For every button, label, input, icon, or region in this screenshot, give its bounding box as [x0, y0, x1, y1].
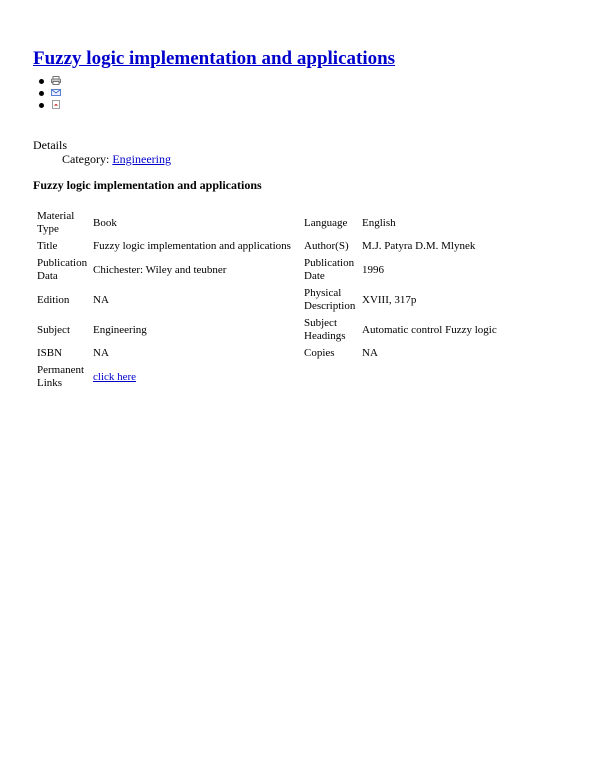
field-value: M.J. Patyra D.M. Mlynek — [362, 240, 476, 252]
pdf-item — [51, 99, 573, 111]
metadata-row — [37, 315, 522, 345]
item-subtitle: Fuzzy logic implementation and applications — [33, 178, 262, 192]
field-label: Subject Headings — [304, 317, 346, 342]
field-value: Engineering — [93, 323, 147, 336]
category-line — [62, 152, 573, 166]
details-label: Details — [33, 138, 67, 152]
field-value: Chichester: Wiley and teubner — [93, 263, 227, 276]
field-value: English — [362, 216, 396, 229]
metadata-row — [37, 255, 522, 285]
metadata-table — [37, 208, 522, 392]
category-link[interactable]: Engineering — [112, 152, 171, 166]
category-label: Category: — [62, 152, 113, 166]
field-value: XVIII, 317p — [362, 293, 417, 306]
field-label: Language — [304, 216, 348, 229]
metadata-row — [37, 238, 522, 255]
field-label: Physical Description — [304, 287, 356, 312]
article — [33, 48, 573, 111]
metadata-row — [37, 285, 522, 315]
print-item — [51, 75, 573, 87]
email-item — [51, 87, 573, 99]
field-label: Material Type — [37, 210, 75, 235]
permanent-links-label: Permanent Links — [37, 364, 85, 389]
field-label: Copies — [304, 347, 335, 359]
field-value: Fuzzy logic implementation and applications — [93, 240, 291, 252]
field-label: Edition — [37, 293, 70, 306]
action-icons — [33, 75, 573, 111]
field-value: 1996 — [362, 263, 384, 276]
print-icon[interactable] — [51, 76, 61, 85]
permanent-link[interactable]: click here — [93, 370, 137, 383]
field-label: ISBN — [37, 347, 63, 359]
field-label: Publication Data — [37, 257, 88, 282]
metadata-row — [37, 345, 522, 362]
email-icon[interactable] — [51, 88, 61, 97]
permanent-links-row — [37, 362, 522, 392]
field-label: Title — [37, 240, 58, 252]
pdf-icon[interactable] — [51, 100, 61, 109]
field-value: NA — [93, 293, 109, 306]
field-label: Subject — [37, 323, 70, 336]
field-value: NA — [362, 347, 378, 359]
field-value: Automatic control Fuzzy logic — [362, 323, 497, 336]
field-label: Author(S) — [304, 240, 349, 252]
page-title — [33, 48, 573, 70]
field-label: Publication Date — [304, 257, 355, 282]
title-link[interactable]: Fuzzy logic implementation and applications — [33, 48, 396, 69]
field-value: Book — [93, 216, 117, 229]
field-value: NA — [93, 347, 109, 359]
metadata-row — [37, 208, 522, 238]
